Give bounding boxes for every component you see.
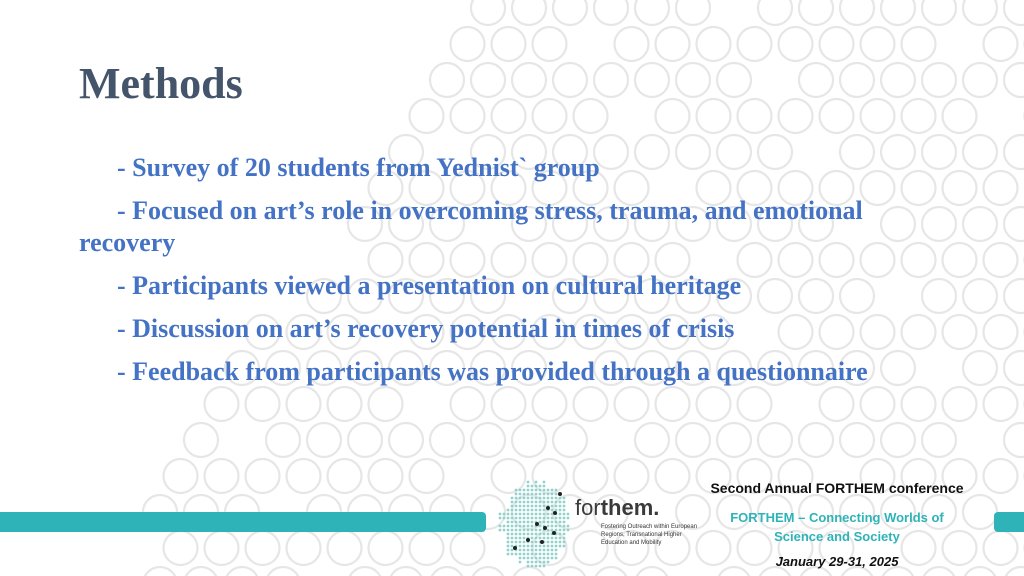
decor-circle	[963, 0, 997, 25]
decor-circle	[902, 99, 936, 133]
decor-circle	[676, 63, 710, 97]
decor-circle	[287, 531, 321, 565]
decor-circle	[1004, 567, 1024, 576]
decor-circle	[861, 99, 895, 133]
decor-circle	[984, 387, 1018, 421]
logo-text-bold: them.	[600, 495, 660, 520]
bullet-item: - Discussion on art’s recovery potential in times of crisis	[117, 314, 735, 343]
decor-circle	[820, 99, 854, 133]
decor-circle	[451, 99, 485, 133]
decor-circle	[902, 387, 936, 421]
decor-circle	[246, 459, 280, 493]
bullet-item: - Survey of 20 students from Yednist` group	[117, 153, 600, 182]
decor-circle	[1004, 423, 1024, 457]
decor-circle	[902, 243, 936, 277]
decor-circle	[164, 459, 198, 493]
decor-circle	[943, 99, 977, 133]
decor-circle	[328, 459, 362, 493]
decor-circle	[348, 567, 382, 576]
decor-circle	[451, 531, 485, 565]
decor-circle	[717, 63, 751, 97]
decor-circle	[389, 567, 423, 576]
decor-circle	[451, 27, 485, 61]
decor-circle	[533, 27, 567, 61]
decor-circle	[615, 27, 649, 61]
bullet-item: - Feedback from participants was provided through a questionnaire	[117, 357, 868, 386]
decor-circle	[471, 63, 505, 97]
decor-circle	[635, 0, 669, 25]
decor-circle	[840, 423, 874, 457]
decor-circle	[840, 0, 874, 25]
decor-circle	[164, 531, 198, 565]
decor-circle	[328, 531, 362, 565]
conference-info	[690, 478, 984, 569]
decor-circle	[492, 99, 526, 133]
decor-circle	[799, 423, 833, 457]
decor-circle	[922, 0, 956, 25]
decor-circle	[881, 135, 915, 169]
conference-date: January 29-31, 2025	[775, 554, 899, 569]
decor-circle	[574, 99, 608, 133]
decor-circle	[922, 423, 956, 457]
decor-circle	[1004, 351, 1024, 385]
decor-circle	[553, 423, 587, 457]
decor-circle	[348, 423, 382, 457]
decor-circle	[369, 459, 403, 493]
decor-circle	[1004, 63, 1024, 97]
decor-circle	[984, 243, 1018, 277]
decor-circle	[1004, 135, 1024, 169]
decor-circle	[205, 531, 239, 565]
decor-circle	[922, 207, 956, 241]
decor-circle	[1004, 207, 1024, 241]
decor-circle	[430, 423, 464, 457]
decor-circle	[410, 99, 444, 133]
decor-circle	[738, 99, 772, 133]
decor-circle	[717, 423, 751, 457]
decor-circle	[656, 27, 690, 61]
decor-circle	[389, 423, 423, 457]
decor-circle	[779, 27, 813, 61]
decor-circle	[943, 243, 977, 277]
decor-circle	[738, 27, 772, 61]
decor-circle	[697, 99, 731, 133]
slide-title: Methods	[79, 59, 243, 108]
decor-circle	[984, 315, 1018, 349]
decor-circle	[902, 27, 936, 61]
decor-circle	[266, 567, 300, 576]
decor-circle	[266, 423, 300, 457]
decor-circle	[922, 63, 956, 97]
decor-circle	[984, 531, 1018, 565]
decor-circle	[984, 27, 1018, 61]
decor-circle	[635, 63, 669, 97]
decor-circle	[471, 423, 505, 457]
decor-circle	[410, 459, 444, 493]
decor-circle	[881, 207, 915, 241]
decor-circle	[1004, 279, 1024, 313]
decor-circle	[902, 315, 936, 349]
conference-name: Second Annual FORTHEM conference	[710, 480, 964, 496]
decor-circle	[779, 99, 813, 133]
decor-circle	[369, 531, 403, 565]
footer-band-left	[0, 512, 486, 532]
decor-circle	[963, 135, 997, 169]
decor-circle	[553, 0, 587, 25]
decor-circle	[205, 459, 239, 493]
decor-circle	[984, 171, 1018, 205]
decor-circle	[861, 27, 895, 61]
decor-circle	[512, 423, 546, 457]
decor-circle	[963, 63, 997, 97]
decor-circle	[943, 387, 977, 421]
forthem-europe-map-logo	[498, 478, 688, 573]
decor-circle	[512, 0, 546, 25]
decor-circle	[697, 27, 731, 61]
decor-circle	[143, 567, 177, 576]
decor-circle	[676, 0, 710, 25]
decor-circle	[963, 207, 997, 241]
logo-text-light: for	[575, 495, 601, 520]
decor-circle	[512, 63, 546, 97]
decor-circle	[287, 459, 321, 493]
decor-circle	[471, 0, 505, 25]
decor-circle	[881, 423, 915, 457]
decor-circle	[758, 423, 792, 457]
decor-circle	[656, 99, 690, 133]
decor-circle	[184, 423, 218, 457]
decor-circle	[430, 567, 464, 576]
logo-tagline: Fostering Outreach within European Regions, Transnational Higher Education and Mobility	[601, 524, 698, 546]
decor-circle	[307, 423, 341, 457]
decor-circle	[533, 99, 567, 133]
decor-circle	[902, 171, 936, 205]
bullet-list	[79, 152, 869, 399]
decor-circle	[963, 279, 997, 313]
bullet-item: - Focused on art’s role in overcoming stress, trauma, and emotional recovery	[79, 196, 863, 257]
decor-circle	[922, 135, 956, 169]
decor-circle	[799, 0, 833, 25]
decor-circle	[840, 63, 874, 97]
decor-circle	[492, 27, 526, 61]
decor-circle	[594, 0, 628, 25]
decor-circle	[184, 567, 218, 576]
decor-circle	[594, 63, 628, 97]
decor-circle	[1004, 0, 1024, 25]
footer-band-right	[994, 512, 1024, 532]
decor-circle	[963, 351, 997, 385]
conference-subtitle: FORTHEM – Connecting Worlds of Science and Society	[730, 510, 944, 544]
decor-circle	[553, 63, 587, 97]
decor-circle	[676, 423, 710, 457]
decor-circle	[410, 531, 444, 565]
decor-circle	[984, 459, 1018, 493]
decor-circle	[430, 63, 464, 97]
decor-circle	[820, 27, 854, 61]
decor-circle	[881, 351, 915, 385]
decor-circle	[881, 0, 915, 25]
decor-circle	[225, 567, 259, 576]
decor-circle	[635, 423, 669, 457]
decor-circle	[758, 0, 792, 25]
bullet-item: - Participants viewed a presentation on cultural heritage	[117, 271, 742, 300]
decor-circle	[246, 531, 280, 565]
decor-circle	[799, 63, 833, 97]
decor-circle	[881, 63, 915, 97]
decor-circle	[922, 279, 956, 313]
decor-circle	[943, 315, 977, 349]
decor-circle	[943, 171, 977, 205]
